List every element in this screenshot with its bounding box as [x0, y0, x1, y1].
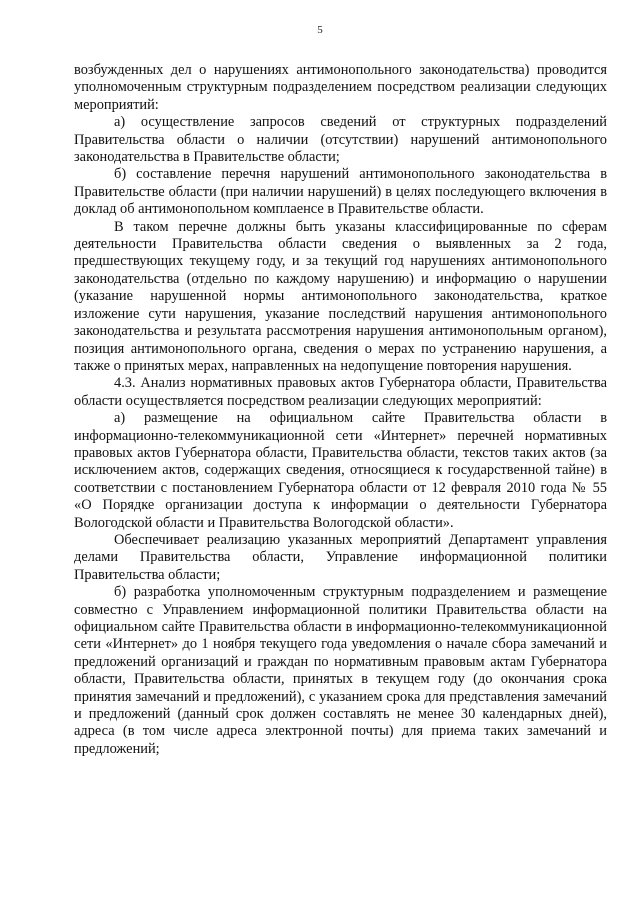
paragraph-continuation: возбужденных дел о нарушениях антимонопольного законодательства) проводится уполномоченным структурным подразделением посредством реализации следующих мероприятий: [74, 62, 607, 113]
paragraph-section-4-3: 4.3. Анализ нормативных правовых актов Губернатора области, Правительства области осуществляется посредством реализации следующих мероприятий: [74, 375, 607, 409]
paragraph-item-a-publication: а) размещение на официальном сайте Правительства области в информационно-телекоммуникационной сети «Интернет» перечней нормативных правовых актов Губернатора области, Правительства области, текстов таких актов (за исключением актов, содержащих сведения, относящиеся к государственной тайне) в соответствии с постановлением Губернатора области от 12 февраля 2010 года № 55 «О Порядке организации доступа к информации о деятельности Губернатора Вологодской области и Правительства Вологодской области». [74, 410, 607, 531]
page-number: 5 [317, 24, 323, 36]
paragraph-list-contents: В таком перечне должны быть указаны классифицированные по сферам деятельности Правительства области сведения о выявленных за 2 года, предшествующих текущему году, и за текущий год нарушениях антимонопольного законодательства (отдельно по каждому нарушению) и информацию о нарушении (указание нарушенной нормы антимонопольного законодательства, краткое изложение сути нарушения, указание последствий нарушения антимонопольного законодательства и результата рассмотрения нарушения антимонопольным органом), позиция антимонопольного органа, сведения о мерах по устранению нарушения, а также о принятых мерах, направленных на недопущение повторения нарушения. [74, 218, 607, 374]
document-body [74, 62, 607, 758]
paragraph-item-a-requests: а) осуществление запросов сведений от структурных подразделений Правительства области о наличии (отсутствии) нарушений антимонопольного законодательства в Правительстве области; [74, 114, 607, 166]
paragraph-responsible-departments: Обеспечивает реализацию указанных мероприятий Департамент управления делами Правительства области, Управление информационной политики Правительства области; [74, 531, 607, 583]
paragraph-item-b-violations-list: б) составление перечня нарушений антимонопольного законодательства в Правительстве области (при наличии нарушений) в целях последующего включения в доклад об антимонопольном комплаенсе в Правительстве области. [74, 166, 607, 218]
paragraph-item-b-notification: б) разработка уполномоченным структурным подразделением и размещение совместно с Управлением информационной политики Правительства области на официальном сайте Правительства области в информационно-телекоммуникационной сети «Интернет» до 1 ноября текущего года уведомления о начале сбора замечаний и предложений организаций и граждан по нормативным правовым актам Губернатора области, Правительства области, принятых в текущем году (до окончания срока принятия замечаний и предложений), с указанием срока для представления замечаний и предложений (данный срок должен составлять не менее 30 календарных дней), адреса (в том числе адреса электронной почты) для приема таких замечаний и предложений; [74, 584, 607, 757]
